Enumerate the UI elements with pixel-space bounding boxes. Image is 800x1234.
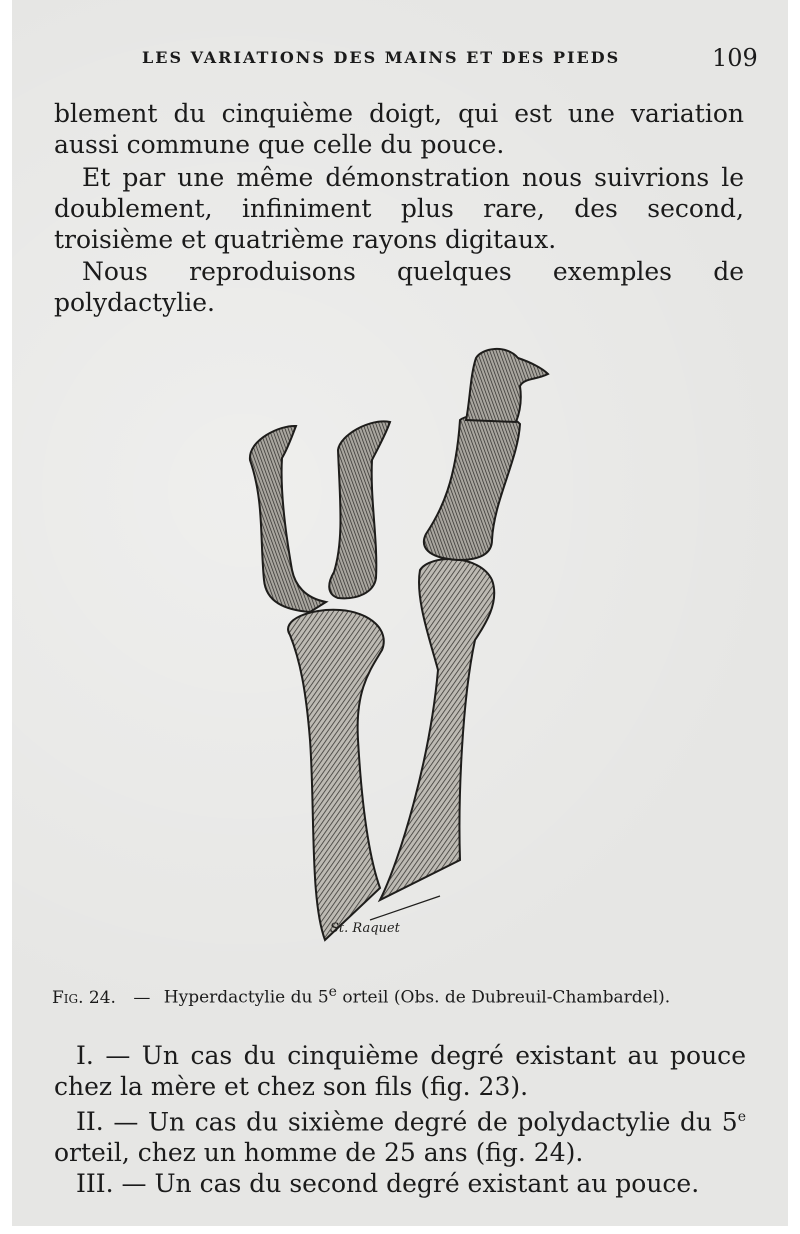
- artist-signature: St. Raquet: [330, 921, 400, 936]
- list-item: [54, 1102, 746, 1168]
- list-text: Un cas du cinquième degré existant au pouce chez la mère et chez son fils (fig. 23).: [54, 1041, 746, 1101]
- left-toe-outer: [250, 426, 326, 612]
- right-toe-proximal: [424, 414, 520, 560]
- caption-text-2: orteil (Obs. de Dubreuil-Chambardel).: [336, 987, 671, 1008]
- foot-bones-illustration: [230, 340, 560, 950]
- caption-dash: —: [133, 987, 151, 1008]
- right-metatarsal: [380, 559, 494, 900]
- list-superscript: e: [737, 1109, 746, 1125]
- body-paragraph-3: [54, 256, 744, 318]
- list-item: [54, 1168, 746, 1199]
- list-numeral: II.: [76, 1107, 104, 1137]
- list-dash: —: [121, 1169, 147, 1199]
- list-numeral: III.: [76, 1169, 114, 1199]
- list-text: Un cas du sixième degré de polydactylie du 5: [147, 1107, 738, 1137]
- left-toe-inner: [329, 421, 390, 598]
- list-dash: —: [113, 1107, 139, 1137]
- list-numeral: I.: [76, 1041, 94, 1070]
- caption-text-1: Hyperdactylie du 5: [163, 987, 329, 1008]
- body-paragraph-3-text: Nous reproduisons quelques exemples de polydactylie.: [54, 257, 744, 317]
- figure-label: Fig. 24.: [52, 987, 116, 1008]
- body-paragraph-1: blement du cinquième doigt, qui est une variation aussi commune que celle du pouce.: [54, 99, 744, 159]
- case-list: [54, 1040, 746, 1199]
- page-number: 109: [712, 44, 758, 72]
- body-paragraph-2-text: Et par une même démonstration nous suivrions le doublement, infiniment plus rare, des second, troisième et quatrième rayons digitaux.: [54, 163, 744, 254]
- list-dash: —: [105, 1041, 131, 1070]
- left-metatarsal: [288, 610, 384, 940]
- list-item: [54, 1040, 746, 1102]
- list-text: Un cas du second degré existant au pouce.: [154, 1169, 700, 1199]
- right-toe-distal: [466, 349, 548, 422]
- list-text-cont: orteil, chez un homme de 25 ans (fig. 24).: [54, 1138, 584, 1168]
- figure-caption: [52, 984, 670, 1008]
- running-title: LES VARIATIONS DES MAINS ET DES PIEDS: [142, 48, 621, 67]
- body-paragraph-2: [54, 162, 744, 255]
- caption-superscript: e: [328, 984, 337, 1000]
